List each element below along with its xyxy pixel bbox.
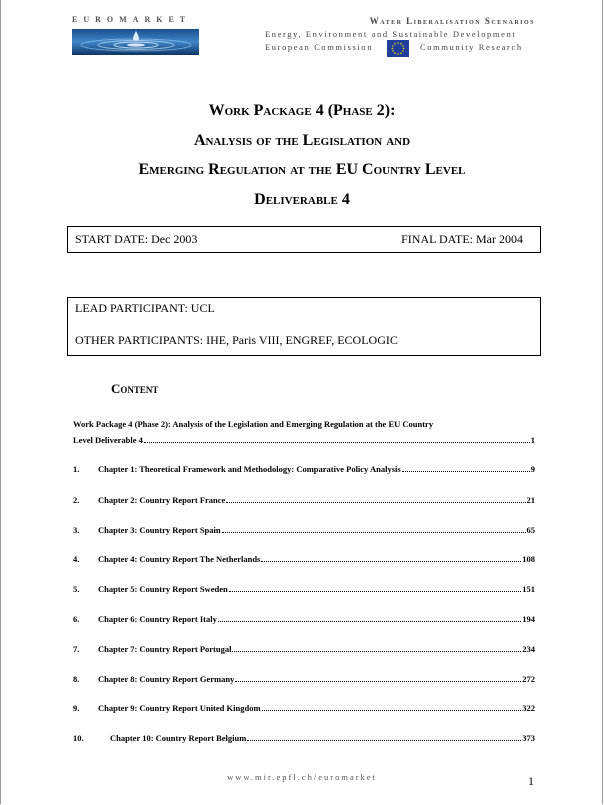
toc-text: Chapter 4: Country Report The Netherlands xyxy=(98,554,261,564)
toc-entry[interactable] xyxy=(73,553,535,565)
toc-num: 9. xyxy=(73,703,80,713)
toc-intro-entry[interactable] xyxy=(73,434,535,446)
toc-dots xyxy=(402,470,530,472)
toc-num: 6. xyxy=(73,614,80,624)
toc-page: 272 xyxy=(522,674,535,684)
toc-page: 65 xyxy=(526,525,535,535)
toc-page: 1 xyxy=(530,435,535,445)
header-right xyxy=(265,15,535,54)
toc-dots xyxy=(232,650,521,652)
toc-text: Chapter 10: Country Report Belgium xyxy=(110,733,247,743)
page-number: 1 xyxy=(528,774,534,788)
commission-label: European Commission xyxy=(265,42,374,52)
commission-row xyxy=(265,41,535,54)
title-line-1: Work Package 4 (Phase 2): xyxy=(208,102,396,119)
brand-name: EUROMARKET xyxy=(72,15,192,24)
toc-entry[interactable] xyxy=(73,673,535,685)
title-line-4: Deliverable 4 xyxy=(254,190,350,208)
toc-entry[interactable] xyxy=(73,613,535,625)
program-line: Energy, Environment and Sustainable Development xyxy=(265,29,517,39)
content-heading: Content xyxy=(111,381,159,396)
toc-dots xyxy=(222,531,526,533)
project-title: Water Liberalisation Scenarios xyxy=(369,16,535,26)
toc-dots xyxy=(261,560,521,562)
toc-dots xyxy=(247,739,521,741)
final-date: FINAL DATE: Mar 2004 xyxy=(401,232,523,246)
lead-participant: LEAD PARTICIPANT: UCL xyxy=(75,301,215,315)
toc-num: 3. xyxy=(73,525,80,535)
title-line-3: Emerging Regulation at the EU Country Level xyxy=(138,161,466,178)
toc-text: Chapter 9: Country Report United Kingdom xyxy=(98,703,261,713)
toc-dots xyxy=(229,590,522,592)
toc-num: 8. xyxy=(73,674,80,684)
document-title xyxy=(0,96,604,214)
start-date: START DATE: Dec 2003 xyxy=(75,232,198,246)
toc-page: 194 xyxy=(522,614,535,624)
toc-num: 5. xyxy=(73,584,80,594)
toc-text: Chapter 7: Country Report Portugal xyxy=(98,644,232,654)
title-line-2: Analysis of the Legislation and xyxy=(193,131,411,149)
toc-entry[interactable] xyxy=(73,583,535,595)
toc-page: 234 xyxy=(522,644,535,654)
other-participants: OTHER PARTICIPANTS: IHE, Paris VIII, ENGREF, ECOLOGIC xyxy=(75,333,398,347)
toc-num: 7. xyxy=(73,644,80,654)
toc-num: 10. xyxy=(73,733,84,743)
toc-page: 21 xyxy=(526,495,535,505)
footer-url[interactable]: www.mir.epfl.ch/euromarket xyxy=(227,772,377,782)
toc-dots xyxy=(226,501,525,503)
water-drop-logo xyxy=(72,29,199,55)
toc-entry[interactable] xyxy=(73,463,535,475)
toc-text: Chapter 1: Theoretical Framework and Methodology: Comparative Policy Analysis xyxy=(98,464,401,474)
toc-dots xyxy=(144,441,530,443)
toc-page: 322 xyxy=(522,703,535,713)
toc-page: 108 xyxy=(522,554,535,564)
toc-text: Chapter 8: Country Report Germany xyxy=(98,674,235,684)
toc-text: Chapter 2: Country Report France xyxy=(98,495,226,505)
header-left xyxy=(72,15,202,24)
toc-page: 373 xyxy=(522,733,535,743)
toc-page: 9 xyxy=(530,464,535,474)
toc-intro-line-1: Work Package 4 (Phase 2): Analysis of the Legislation and Emerging Regulation at the EU Country xyxy=(73,419,434,429)
toc-entry[interactable] xyxy=(73,643,535,655)
participants-box xyxy=(67,297,541,356)
dates-box xyxy=(67,226,541,253)
toc-entry[interactable] xyxy=(73,524,535,536)
toc-dots xyxy=(235,680,521,682)
toc-text: Chapter 6: Country Report Italy xyxy=(98,614,217,624)
toc-entry[interactable] xyxy=(73,702,535,714)
toc-entry[interactable] xyxy=(73,732,535,744)
toc-entry[interactable] xyxy=(73,494,535,506)
toc-dots xyxy=(218,620,521,622)
toc-num: 2. xyxy=(73,495,80,505)
toc-text: Chapter 3: Country Report Spain xyxy=(98,525,221,535)
water-drop-image xyxy=(72,29,199,55)
toc-num: 4. xyxy=(73,554,80,564)
toc-num: 1. xyxy=(73,464,80,474)
research-label: Community Research xyxy=(420,42,523,52)
toc-text: Chapter 5: Country Report Sweden xyxy=(98,584,228,594)
toc-intro-line-2: Level Deliverable 4 xyxy=(73,435,143,445)
toc-dots xyxy=(262,709,522,711)
eu-flag-icon xyxy=(387,40,409,57)
toc-page: 151 xyxy=(522,584,535,594)
